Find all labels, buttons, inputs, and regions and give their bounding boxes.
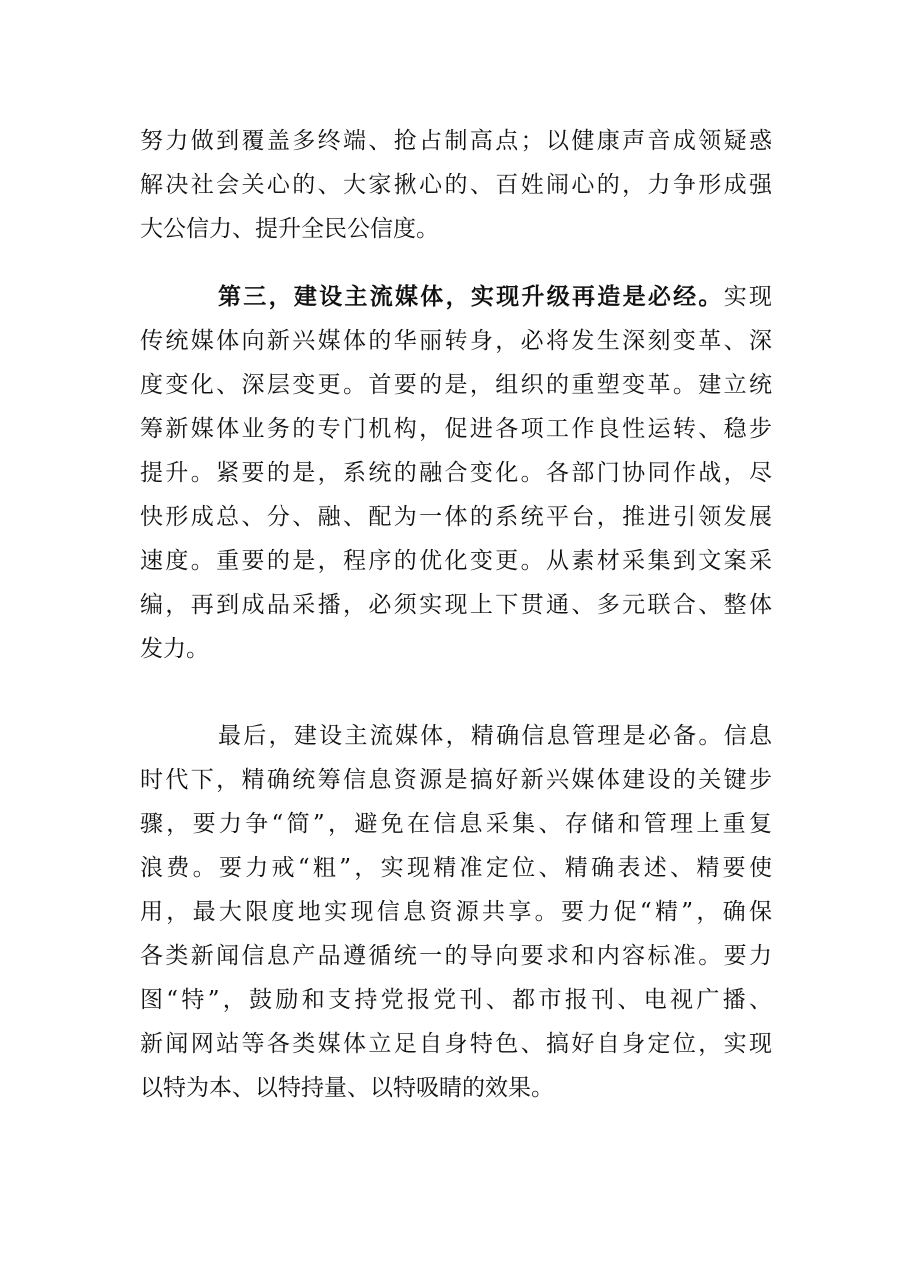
- text-line: 大公信力、提升全民公信度。: [140, 216, 439, 242]
- paragraph-2: [140, 275, 772, 671]
- text-line: 发力。: [140, 636, 209, 662]
- text-line: 度变化、深层变更。首要的是，组织的重塑变革。建立统: [140, 372, 772, 398]
- text-line: 速度。重要的是，程序的优化变更。从素材采集到文案采: [140, 548, 772, 574]
- text-line: 时代下，精确统筹信息资源是搞好新兴媒体建设的关键步: [140, 767, 772, 793]
- text-line: 提升。紧要的是，系统的融合变化。各部门协同作战，尽: [140, 460, 772, 486]
- paragraph-1: [140, 119, 772, 251]
- text-line-first: 最后，建设主流媒体，精确信息管理是必备。信息: [218, 723, 772, 749]
- text-line: 以特为本、以特持量、以特吸睛的效果。: [140, 1075, 554, 1101]
- text-line: 传统媒体向新兴媒体的华丽转身，必将发生深刻变革、深: [140, 328, 772, 354]
- text-run: 实现: [723, 284, 773, 310]
- text-line: 浪费。要力戒“粗”，实现精准定位、精确表述、精要使: [140, 855, 772, 881]
- text-line: 骤，要力争“简”，避免在信息采集、存储和管理上重复: [140, 811, 772, 837]
- paragraph-heading: 第三，建设主流媒体，实现升级再造是必经。: [218, 283, 724, 310]
- text-line: 图“特”，鼓励和支持党报党刊、都市报刊、电视广播、: [140, 987, 772, 1013]
- paragraph-3: [140, 714, 772, 1110]
- text-line: 筹新媒体业务的专门机构，促进各项工作良性运转、稳步: [140, 416, 772, 442]
- text-line: 各类新闻信息产品遵循统一的导向要求和内容标准。要力: [140, 943, 772, 969]
- text-line: 解决社会关心的、大家揪心的、百姓闹心的，力争形成强: [140, 172, 772, 198]
- text-line: 快形成总、分、融、配为一体的系统平台，推进引领发展: [140, 504, 772, 530]
- text-line: 编，再到成品采播，必须实现上下贯通、多元联合、整体: [140, 592, 772, 618]
- text-line-first: [140, 275, 772, 319]
- text-line: 努力做到覆盖多终端、抢占制高点；以健康声音成领疑惑: [140, 128, 772, 154]
- text-line: 新闻网站等各类媒体立足自身特色、搞好自身定位，实现: [140, 1031, 772, 1057]
- text-line: 用，最大限度地实现信息资源共享。要力促“精”，确保: [140, 899, 772, 925]
